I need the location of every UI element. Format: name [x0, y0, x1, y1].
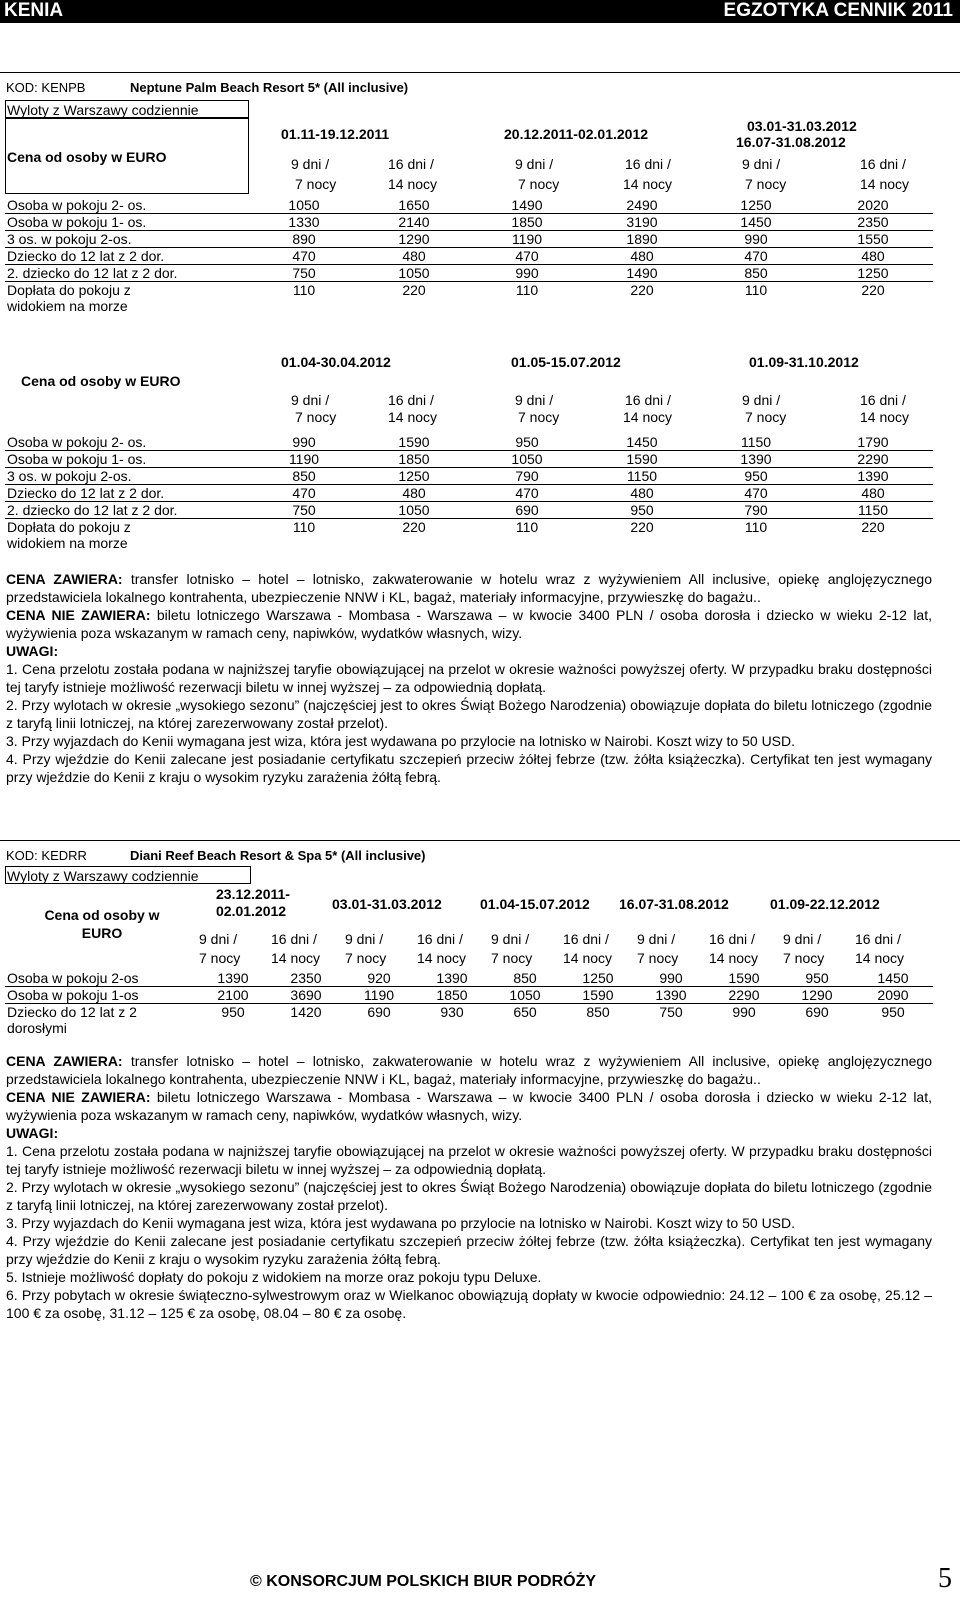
price-cell: 1150 — [699, 434, 813, 451]
divider — [0, 840, 960, 841]
duration-label: 14 nocy — [623, 176, 673, 192]
row-label: Dziecko do 12 lat z 2 dorosłymi — [7, 1004, 137, 1036]
departure-info: Wyloty z Warszawy codziennie — [5, 866, 251, 884]
duration-label: 9 dni / — [637, 931, 676, 947]
divider — [0, 72, 960, 73]
price-cell: 790 — [469, 468, 585, 485]
period-label: 01.09-22.12.2012 — [770, 896, 880, 912]
price-table-2 — [5, 345, 933, 435]
price-cell: 1250 — [561, 970, 635, 987]
excludes-heading: CENA NIE ZAWIERA: — [6, 607, 151, 623]
excludes-note — [6, 606, 932, 642]
period-label: 03.01-31.03.2012 — [747, 118, 857, 134]
hotel-heading — [6, 848, 425, 863]
corner-label: Cena od osoby w EURO — [44, 907, 160, 941]
remark-item: 2. Przy wylotach w okresie „wysokiego sezonu” (najczęściej jest to okres Świąt Bożego Narodzenia) obowiązuje dopłata do biletu lotniczego (zgodnie z taryfą linii lotniczej, na której zarezerwowany został przelot). — [6, 697, 932, 731]
price-cell: 1850 — [359, 451, 469, 468]
duration-label: 14 nocy — [860, 176, 910, 192]
price-cell: 1290 — [359, 231, 469, 248]
remark-item: 1. Cena przelotu została podana w najniższej taryfie obowiązującej na przelot w okresie ważności powyższej oferty. W przypadku braku dostępności tej taryfy istnieje możliwość rezerwacji biletu w innej wyższej – za odpowiednią dopłatą. — [6, 1143, 932, 1177]
price-cell: 1190 — [469, 231, 585, 248]
price-cell: 480 — [585, 485, 699, 502]
price-cell: 3690 — [269, 987, 343, 1004]
row-label: Osoba w pokoju 2- os. — [5, 197, 249, 214]
row-label: Osoba w pokoju 2-os — [5, 970, 197, 987]
price-cell: 220 — [630, 519, 654, 535]
notes-hotel-2 — [6, 1052, 932, 1322]
price-cell: 110 — [515, 519, 539, 535]
table-row — [5, 502, 933, 519]
remark-item: 3. Przy wyjazdach do Kenii wymagana jest wiza, która jest wydawana po przylocie na lotnisko w Nairobi. Koszt wizy to 50 USD. — [6, 1215, 796, 1231]
excludes-text: biletu lotniczego Warszawa - Mombasa - Warszawa – w kwocie 3400 PLN / osoba dorosła i dziecko w wieku 2-12 lat, wyżywienia poza wskazanym w ramach ceny, napiwków, wydatków własnych, wizy. — [6, 607, 932, 641]
price-cell: 480 — [359, 248, 469, 265]
duration-label: 9 dni / — [515, 156, 554, 172]
duration-label: 14 nocy — [388, 409, 438, 425]
row-label: Dopłata do pokoju z widokiem na morze — [7, 519, 131, 551]
duration-row — [5, 931, 933, 971]
price-cell: 1050 — [249, 197, 359, 214]
duration-label: 7 nocy — [745, 176, 787, 192]
row-label: 2. dziecko do 12 lat z 2 dor. — [5, 502, 249, 519]
duration-label: 14 nocy — [855, 950, 905, 966]
price-cell: 1490 — [585, 265, 699, 282]
table-row — [5, 485, 933, 502]
excludes-note — [6, 1088, 932, 1124]
corner-label: Cena od osoby w EURO — [21, 373, 181, 389]
price-rows-3 — [5, 970, 933, 1036]
duration-label: 9 dni / — [515, 392, 554, 408]
price-cell: 1250 — [359, 468, 469, 485]
duration-label: 16 dni / — [709, 931, 755, 947]
price-cell: 1050 — [359, 502, 469, 519]
price-cell: 480 — [359, 485, 469, 502]
price-cell: 1650 — [359, 197, 469, 214]
row-label: Dopłata do pokoju z widokiem na morze — [7, 282, 131, 314]
table-row — [5, 214, 933, 231]
catalog-title: EGZOTYKA CENNIK 2011 — [723, 0, 953, 21]
price-cell: 650 — [513, 1004, 537, 1020]
duration-label: 14 nocy — [623, 409, 673, 425]
duration-label: 9 dni / — [491, 931, 530, 947]
price-cell: 1250 — [699, 197, 813, 214]
price-cell: 220 — [861, 519, 885, 535]
row-label: Osoba w pokoju 2- os. — [5, 434, 249, 451]
price-cell: 2020 — [813, 197, 933, 214]
duration-label: 9 dni / — [783, 931, 822, 947]
duration-label: 16 dni / — [625, 392, 671, 408]
price-cell: 1330 — [249, 214, 359, 231]
price-cell: 2100 — [197, 987, 269, 1004]
period-label: 23.12.2011- — [216, 886, 290, 902]
table-row — [5, 434, 933, 451]
price-cell: 850 — [489, 970, 561, 987]
table-row — [5, 468, 933, 485]
remark-item: 5. Istnieje możliwość dopłaty do pokoju z widokiem na morze oraz pokoju typu Deluxe. — [6, 1269, 542, 1285]
price-cell: 990 — [469, 265, 585, 282]
corner-cell — [5, 118, 249, 194]
duration-label: 7 nocy — [783, 950, 825, 966]
period-label: 01.04-30.04.2012 — [281, 354, 391, 370]
price-cell: 110 — [515, 282, 539, 298]
price-cell: 1420 — [290, 1004, 322, 1020]
includes-heading: CENA ZAWIERA: — [6, 571, 123, 587]
table-row — [5, 248, 933, 265]
page-header — [0, 0, 960, 23]
price-cell: 990 — [249, 434, 359, 451]
price-cell: 2140 — [359, 214, 469, 231]
duration-label: 16 dni / — [388, 392, 434, 408]
remarks-heading: UWAGI: — [6, 1125, 59, 1141]
includes-text: transfer lotnisko – hotel – lotnisko, zakwaterowanie w hotelu wraz z wyżywieniem All inclusive, opiekę anglojęzycznego przedstawiciela lokalnego kontrahenta, ubezpieczenie NNW i KL, bagaż, materiały informacyjne, przywieszkę do bagażu.. — [6, 1053, 932, 1087]
price-cell: 1450 — [853, 970, 933, 987]
duration-label: 16 dni / — [388, 156, 434, 172]
price-cell: 1450 — [585, 434, 699, 451]
price-cell: 1050 — [489, 987, 561, 1004]
price-cell: 950 — [781, 970, 853, 987]
price-cell: 920 — [343, 970, 415, 987]
price-cell: 990 — [635, 970, 707, 987]
price-cell: 790 — [699, 502, 813, 519]
excludes-heading: CENA NIE ZAWIERA: — [6, 1089, 151, 1105]
price-cell: 1590 — [585, 451, 699, 468]
excludes-text: biletu lotniczego Warszawa - Mombasa - Warszawa – w kwocie 3400 PLN / osoba dorosła i dziecko w wieku 2-12 lat, wyżywienia poza wskazanym w ramach ceny, napiwków, wydatków własnych, wizy. — [6, 1089, 932, 1123]
duration-label: 16 dni / — [860, 392, 906, 408]
corner-label: Cena od osoby w EURO — [7, 149, 167, 165]
price-cell: 690 — [469, 502, 585, 519]
period-label: 20.12.2011-02.01.2012 — [504, 126, 649, 142]
price-cell: 1850 — [415, 987, 489, 1004]
price-cell: 220 — [402, 519, 426, 535]
duration-label: 16 dni / — [563, 931, 609, 947]
table-row — [5, 197, 933, 214]
price-cell: 220 — [630, 282, 654, 298]
duration-label: 9 dni / — [742, 392, 781, 408]
footer-copyright: © KONSORCJUM POLSKICH BIUR PODRÓŻY — [250, 1573, 597, 1590]
price-cell: 890 — [249, 231, 359, 248]
price-cell: 750 — [249, 265, 359, 282]
duration-label: 9 dni / — [199, 931, 238, 947]
includes-text: transfer lotnisko – hotel – lotnisko, zakwaterowanie w hotelu wraz z wyżywieniem All inclusive, opiekę anglojęzycznego przedstawiciela lokalnego kontrahenta, ubezpieczenie NNW i KL, bagaż, materiały informacyjne, przywieszkę do bagażu.. — [6, 571, 932, 605]
duration-label: 14 nocy — [563, 950, 613, 966]
row-label: 3 os. w pokoju 2-os. — [5, 231, 249, 248]
price-cell: 950 — [585, 502, 699, 519]
duration-label: 7 nocy — [518, 409, 560, 425]
remark-item: 4. Przy wjeździe do Kenii zalecane jest posiadanie certyfikatu szczepień przeciw żółtej febrze (tzw. żółta książeczka). Certyfikat ten jest wymagany przy wjeździe do Kenii z kraju o wysokim ryzyku zarażenia żółtą febrą. — [6, 1233, 932, 1267]
price-cell: 470 — [469, 248, 585, 265]
price-cell: 1150 — [585, 468, 699, 485]
hotel-heading — [6, 80, 408, 95]
duration-label: 7 nocy — [295, 409, 337, 425]
duration-label: 14 nocy — [271, 950, 321, 966]
price-cell: 950 — [221, 1004, 245, 1020]
duration-label: 7 nocy — [491, 950, 533, 966]
price-cell: 1590 — [359, 434, 469, 451]
price-cell: 480 — [813, 485, 933, 502]
hotel-name: Diani Reef Beach Resort & Spa 5* (All inclusive) — [130, 848, 426, 863]
period-label: 02.01.2012 — [216, 903, 287, 919]
price-cell: 690 — [367, 1004, 391, 1020]
price-cell: 470 — [249, 248, 359, 265]
period-label: 01.04-15.07.2012 — [480, 896, 590, 912]
price-cell: 1050 — [469, 451, 585, 468]
price-cell: 950 — [469, 434, 585, 451]
price-cell: 470 — [699, 248, 813, 265]
price-cell: 930 — [440, 1004, 464, 1020]
price-cell: 3190 — [585, 214, 699, 231]
row-label: Dziecko do 12 lat z 2 dor. — [5, 248, 249, 265]
duration-label: 7 nocy — [745, 409, 787, 425]
remark-item: 6. Przy pobytach w okresie świąteczno-sylwestrowym oraz w Wielkanoc obowiązują dopłaty w kwocie odpowiednio: 24.12 – 100 € za osobę, 25.12 – 100 € za osobę, 31.12 – 125 € za osobę, 08.04 – 80 € za osobę. — [6, 1287, 932, 1321]
remark-item: 3. Przy wyjazdach do Kenii wymagana jest wiza, która jest wydawana po przylocie na lotnisko w Nairobi. Koszt wizy to 50 USD. — [6, 733, 796, 749]
price-rows-2 — [5, 434, 933, 551]
duration-label: 16 dni / — [417, 931, 463, 947]
notes-hotel-1 — [6, 570, 932, 786]
table-row — [5, 282, 933, 315]
price-cell: 1390 — [197, 970, 269, 987]
row-label: Osoba w pokoju 1- os. — [5, 451, 249, 468]
duration-label: 16 dni / — [855, 931, 901, 947]
price-cell: 1450 — [699, 214, 813, 231]
price-cell: 2350 — [269, 970, 343, 987]
period-label: 01.09-31.10.2012 — [749, 354, 859, 370]
duration-label: 14 nocy — [417, 950, 467, 966]
table-row — [5, 519, 933, 552]
price-cell: 220 — [861, 282, 885, 298]
duration-label: 14 nocy — [860, 409, 910, 425]
departure-info: Wyloty z Warszawy codziennie — [5, 100, 249, 118]
price-cell: 1390 — [813, 468, 933, 485]
hotel-name: Neptune Palm Beach Resort 5* (All inclusive) — [130, 80, 409, 95]
duration-label: 14 nocy — [388, 176, 438, 192]
duration-label: 16 dni / — [860, 156, 906, 172]
price-cell: 990 — [699, 231, 813, 248]
price-cell: 2290 — [707, 987, 781, 1004]
hotel-code: KOD: KEDRR — [6, 848, 87, 863]
table-row — [5, 987, 933, 1004]
price-cell: 480 — [585, 248, 699, 265]
price-cell: 1190 — [343, 987, 415, 1004]
price-cell: 110 — [292, 519, 316, 535]
price-cell: 220 — [402, 282, 426, 298]
price-cell: 850 — [586, 1004, 610, 1020]
price-cell: 2290 — [813, 451, 933, 468]
row-label: 2. dziecko do 12 lat z 2 dor. — [5, 265, 249, 282]
row-label: Dziecko do 12 lat z 2 dor. — [5, 485, 249, 502]
period-label: 03.01-31.03.2012 — [332, 896, 442, 912]
duration-label: 9 dni / — [291, 392, 330, 408]
remark-item: 1. Cena przelotu została podana w najniższej taryfie obowiązującej na przelot w okresie ważności powyższej oferty. W przypadku braku dostępności tej taryfy istnieje możliwość rezerwacji biletu w innej wyższej – za odpowiednią dopłatą. — [6, 661, 932, 695]
price-cell: 1790 — [813, 434, 933, 451]
price-cell: 1590 — [561, 987, 635, 1004]
price-cell: 1550 — [813, 231, 933, 248]
price-cell: 750 — [249, 502, 359, 519]
price-cell: 470 — [469, 485, 585, 502]
period-label: 01.11-19.12.2011 — [281, 126, 390, 142]
period-label: 16.07-31.08.2012 — [736, 134, 846, 150]
row-label: 3 os. w pokoju 2-os. — [5, 468, 249, 485]
duration-label: 16 dni / — [625, 156, 671, 172]
duration-label: 9 dni / — [345, 931, 384, 947]
price-cell: 470 — [699, 485, 813, 502]
period-label: 16.07-31.08.2012 — [619, 896, 729, 912]
price-cell: 1390 — [415, 970, 489, 987]
price-cell: 1050 — [359, 265, 469, 282]
duration-label: 9 dni / — [291, 156, 330, 172]
price-cell: 110 — [744, 519, 768, 535]
price-cell: 1290 — [781, 987, 853, 1004]
price-cell: 850 — [699, 265, 813, 282]
price-cell: 950 — [699, 468, 813, 485]
duration-label: 7 nocy — [637, 950, 679, 966]
row-label: Osoba w pokoju 1- os. — [5, 214, 249, 231]
hotel-code: KOD: KENPB — [6, 80, 86, 95]
price-cell: 1590 — [707, 970, 781, 987]
table-row — [5, 265, 933, 282]
price-cell: 950 — [881, 1004, 905, 1020]
price-cell: 1390 — [699, 451, 813, 468]
table-row — [5, 1004, 933, 1037]
duration-label: 16 dni / — [271, 931, 317, 947]
duration-label: 9 dni / — [742, 156, 781, 172]
price-cell: 750 — [659, 1004, 683, 1020]
price-cell: 1490 — [469, 197, 585, 214]
price-cell: 850 — [249, 468, 359, 485]
duration-label: 7 nocy — [518, 176, 560, 192]
row-label: Osoba w pokoju 1-os — [5, 987, 197, 1004]
price-cell: 1190 — [249, 451, 359, 468]
period-label: 01.05-15.07.2012 — [511, 354, 621, 370]
price-cell: 480 — [813, 248, 933, 265]
table-row — [5, 970, 933, 987]
includes-heading: CENA ZAWIERA: — [6, 1053, 123, 1069]
duration-label: 14 nocy — [709, 950, 759, 966]
includes-note — [6, 570, 932, 606]
price-cell: 1850 — [469, 214, 585, 231]
duration-label: 7 nocy — [345, 950, 387, 966]
table-row — [5, 451, 933, 468]
price-cell: 1250 — [813, 265, 933, 282]
duration-label: 7 nocy — [295, 176, 337, 192]
includes-note — [6, 1052, 932, 1088]
page-number: 5 — [938, 1563, 952, 1594]
price-cell: 2490 — [585, 197, 699, 214]
price-rows-1 — [5, 197, 933, 314]
country-title: KENIA — [4, 0, 64, 21]
price-cell: 470 — [249, 485, 359, 502]
price-cell: 110 — [292, 282, 316, 298]
price-cell: 2350 — [813, 214, 933, 231]
price-cell: 990 — [732, 1004, 756, 1020]
remark-item: 4. Przy wjeździe do Kenii zalecane jest posiadanie certyfikatu szczepień przeciw żółtej febrze (tzw. żółta książeczka). Certyfikat ten jest wymagany przy wjeździe do Kenii z kraju o wysokim ryzyku zarażenia żółtą febrą. — [6, 751, 932, 785]
price-cell: 1390 — [635, 987, 707, 1004]
remark-item: 2. Przy wylotach w okresie „wysokiego sezonu” (najczęściej jest to okres Świąt Bożego Narodzenia) obowiązuje dopłata do biletu lotniczego (zgodnie z taryfą linii lotniczej, na której zarezerwowany został przelot). — [6, 1179, 932, 1213]
price-cell: 690 — [805, 1004, 829, 1020]
remarks-heading: UWAGI: — [6, 643, 59, 659]
duration-label: 7 nocy — [199, 950, 241, 966]
price-cell: 1150 — [813, 502, 933, 519]
price-cell: 110 — [744, 282, 768, 298]
table-row — [5, 231, 933, 248]
price-cell: 1890 — [585, 231, 699, 248]
price-cell: 2090 — [853, 987, 933, 1004]
